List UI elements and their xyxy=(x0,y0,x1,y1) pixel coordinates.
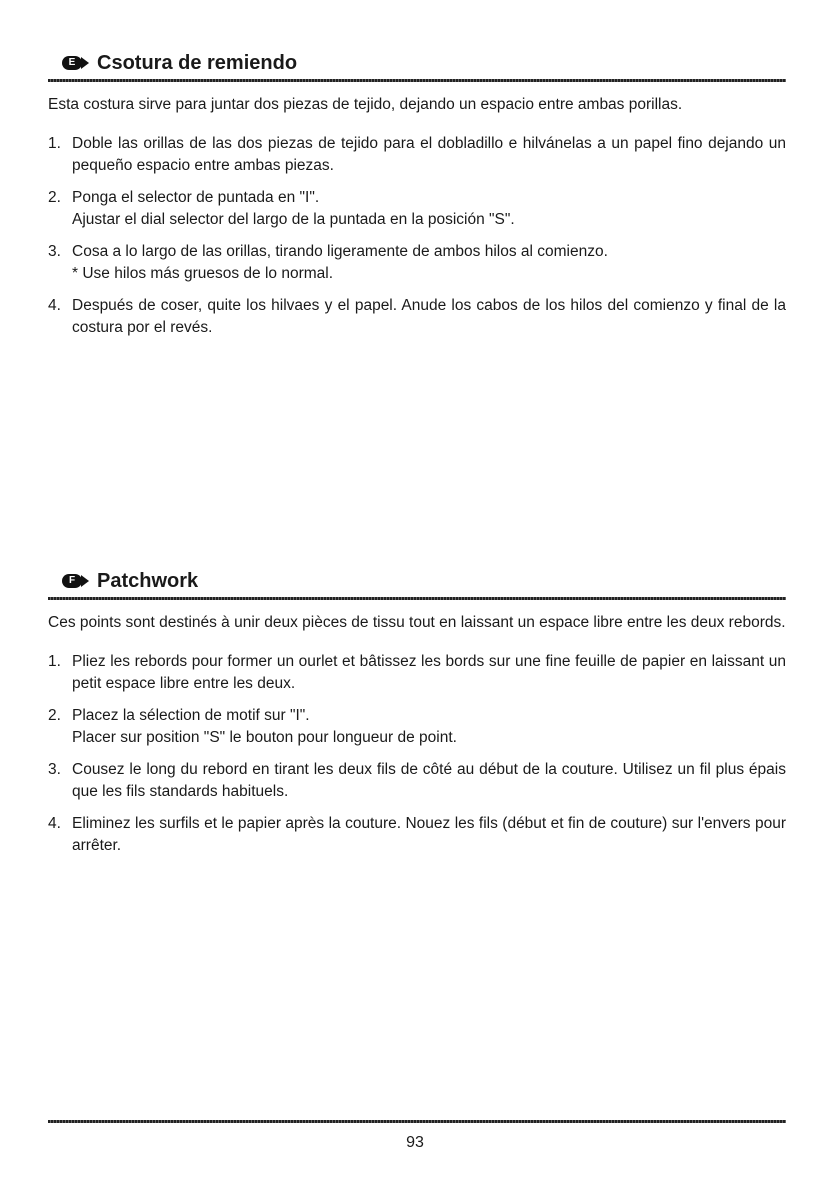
page-number: 93 xyxy=(406,1134,424,1151)
step-number: 2. xyxy=(48,707,61,724)
step-number: 1. xyxy=(48,135,61,152)
step-text: Cosa a lo largo de las orillas, tirando ligeramente de ambos hilos al comienzo. xyxy=(72,243,608,260)
heading-rule xyxy=(48,79,786,82)
step-note: * Use hilos más gruesos de lo normal. xyxy=(72,265,334,282)
steps-list xyxy=(48,133,786,339)
step-number: 1. xyxy=(48,653,61,670)
step-number: 3. xyxy=(48,761,61,778)
section-csotura-de-remiendo xyxy=(48,48,786,349)
step-item xyxy=(48,651,786,695)
step-item xyxy=(48,241,786,285)
step-item xyxy=(48,187,786,231)
section-patchwork xyxy=(48,566,786,867)
step-item xyxy=(48,133,786,177)
step-item xyxy=(48,813,786,857)
step-number: 4. xyxy=(48,297,61,314)
language-badge: F xyxy=(62,574,82,588)
step-item xyxy=(48,705,786,749)
step-number: 2. xyxy=(48,189,61,206)
section-title: Patchwork xyxy=(97,569,199,592)
step-item xyxy=(48,759,786,803)
step-text: Ajustar el dial selector del largo de la puntada en la posición "S". xyxy=(72,211,515,228)
step-item xyxy=(48,295,786,339)
step-text: Placez la sélection de motif sur "I". xyxy=(72,707,310,724)
step-number: 4. xyxy=(48,815,61,832)
section-heading xyxy=(48,566,786,596)
language-badge: E xyxy=(62,56,82,70)
steps-list xyxy=(48,651,786,857)
step-number: 3. xyxy=(48,243,61,260)
step-text: Cousez le long du rebord en tirant les deux fils de côté au début de la couture. Utilisez un fil plus épais que les fils standards habituels. xyxy=(72,761,786,800)
step-text: Después de coser, quite los hilvaes y el papel. Anude los cabos de los hilos del comienzo y final de la costura por el revés. xyxy=(72,297,786,336)
heading-rule xyxy=(48,597,786,600)
step-text: Ponga el selector de puntada en "I". xyxy=(72,189,320,206)
badge-arrow-icon xyxy=(62,574,89,588)
footer-rule xyxy=(48,1120,786,1123)
arrow-icon xyxy=(81,57,89,69)
arrow-icon xyxy=(81,575,89,587)
step-text: Placer sur position "S" le bouton pour longueur de point. xyxy=(72,729,457,746)
step-text: Doble las orillas de las dos piezas de tejido para el dobladillo e hilvánelas a un papel fino dejando un pequeño espacio entre ambas piezas. xyxy=(72,135,786,174)
step-text: Eliminez les surfils et le papier après la couture. Nouez les fils (début et fin de couture) sur l'envers pour arrêter. xyxy=(72,815,786,854)
section-heading xyxy=(48,48,786,78)
step-text: Pliez les rebords pour former un ourlet et bâtissez les bords sur une fine feuille de papier en laissant un petit espace libre entre les deux. xyxy=(72,653,786,692)
section-title: Csotura de remiendo xyxy=(97,51,298,74)
section-intro: Esta costura sirve para juntar dos piezas de tejido, dejando un espacio entre ambas porillas. xyxy=(48,96,683,113)
section-intro: Ces points sont destinés à unir deux pièces de tissu tout en laissant un espace libre entre les deux rebords. xyxy=(48,614,786,631)
badge-arrow-icon xyxy=(62,56,89,70)
